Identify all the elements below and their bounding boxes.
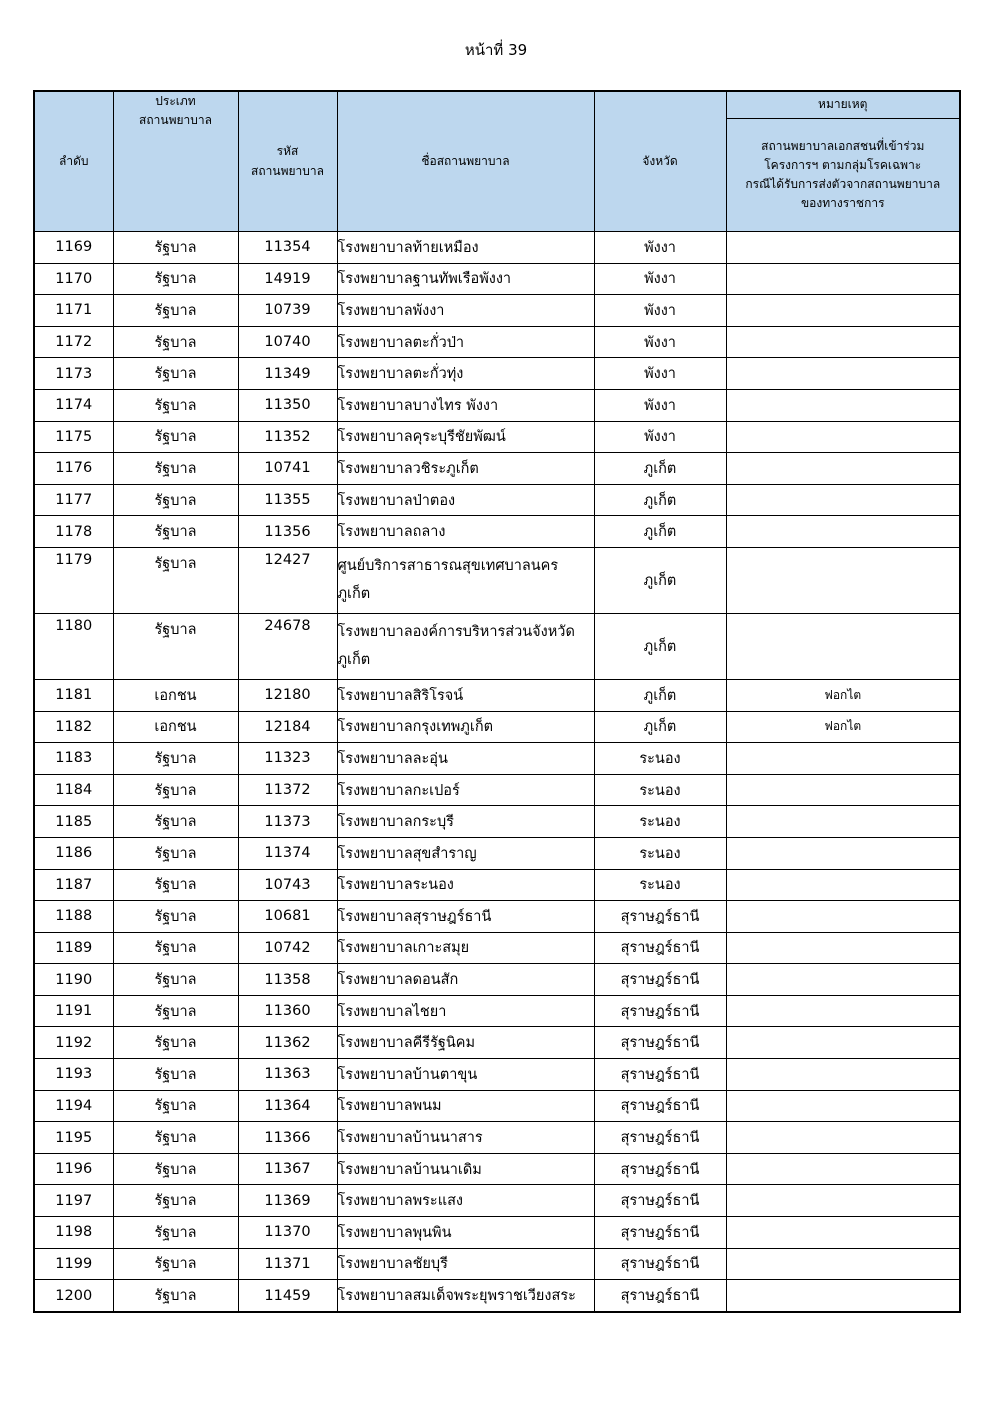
remark-desc-line1: สถานพยาบาลเอกสชนที่เข้าร่วม	[761, 138, 925, 153]
cell-code: 11363	[238, 1059, 337, 1091]
cell-remark	[726, 1059, 960, 1091]
cell-type: รัฐบาล	[113, 516, 238, 548]
cell-order: 1181	[34, 679, 113, 711]
hospital-name-line1: ศูนย์บริการสาธารณสุขเทศบาลนคร	[337, 557, 559, 574]
cell-type: รัฐบาล	[113, 453, 238, 485]
hospital-name-line1: โรงพยาบาลองค์การบริหารส่วนจังหวัด	[337, 623, 575, 640]
cell-order: 1192	[34, 1027, 113, 1059]
hospital-name-line1: โรงพยาบาลสุขสำราญ	[337, 845, 477, 862]
hospital-name-line1: โรงพยาบาลสุราษฎร์ธานี	[337, 908, 492, 925]
cell-remark	[726, 232, 960, 264]
cell-order: 1184	[34, 774, 113, 806]
cell-code: 11364	[238, 1090, 337, 1122]
cell-hospital-name	[337, 389, 594, 421]
cell-order: 1180	[34, 613, 113, 679]
cell-type: รัฐบาล	[113, 547, 238, 613]
hospital-name-line1: โรงพยาบาลเกาะสมุย	[337, 940, 470, 957]
cell-province: ระนอง	[594, 837, 726, 869]
header-name: ชื่อสถานพยาบาล	[337, 91, 594, 232]
cell-type: รัฐบาล	[113, 837, 238, 869]
cell-order: 1189	[34, 932, 113, 964]
cell-type: รัฐบาล	[113, 869, 238, 901]
cell-type: รัฐบาล	[113, 806, 238, 838]
cell-province: ภูเก็ต	[594, 516, 726, 548]
table-row	[34, 358, 960, 390]
header-type-line2: สถานพยาบาล	[139, 113, 212, 128]
hospital-name-line1: โรงพยาบาลท้ายเหมือง	[337, 239, 479, 256]
cell-order: 1191	[34, 995, 113, 1027]
cell-code: 11323	[238, 743, 337, 775]
cell-remark	[726, 964, 960, 996]
cell-hospital-name	[337, 806, 594, 838]
cell-type: รัฐบาล	[113, 484, 238, 516]
cell-province: สุราษฎร์ธานี	[594, 1059, 726, 1091]
cell-hospital-name	[337, 547, 594, 613]
cell-order: 1172	[34, 326, 113, 358]
cell-remark	[726, 869, 960, 901]
cell-province: ภูเก็ต	[594, 711, 726, 743]
cell-type: รัฐบาล	[113, 774, 238, 806]
cell-type: รัฐบาล	[113, 232, 238, 264]
cell-hospital-name	[337, 453, 594, 485]
cell-type: รัฐบาล	[113, 1122, 238, 1154]
cell-code: 10742	[238, 932, 337, 964]
cell-type: รัฐบาล	[113, 1027, 238, 1059]
cell-hospital-name	[337, 964, 594, 996]
cell-province: ระนอง	[594, 743, 726, 775]
hospital-name-line1: โรงพยาบาลพระแสง	[337, 1193, 463, 1210]
table-row	[34, 995, 960, 1027]
table-row	[34, 453, 960, 485]
cell-hospital-name	[337, 1059, 594, 1091]
cell-order: 1193	[34, 1059, 113, 1091]
cell-order: 1178	[34, 516, 113, 548]
cell-remark	[726, 389, 960, 421]
cell-hospital-name	[337, 1280, 594, 1312]
cell-code: 11354	[238, 232, 337, 264]
cell-hospital-name	[337, 1090, 594, 1122]
cell-remark	[726, 932, 960, 964]
cell-code: 10681	[238, 901, 337, 933]
remark-desc-line2: โครงการฯ ตามกลุ่มโรคเฉพาะ	[764, 157, 922, 172]
cell-code: 10741	[238, 453, 337, 485]
cell-order: 1198	[34, 1217, 113, 1249]
cell-type: รัฐบาล	[113, 1090, 238, 1122]
cell-remark	[726, 1280, 960, 1312]
cell-province: พังงา	[594, 295, 726, 327]
cell-order: 1174	[34, 389, 113, 421]
cell-remark	[726, 453, 960, 485]
cell-remark	[726, 358, 960, 390]
hospital-name-line1: โรงพยาบาลพังงา	[337, 302, 445, 319]
cell-province: สุราษฎร์ธานี	[594, 1248, 726, 1280]
hospital-name-line1: โรงพยาบาลบ้านนาเดิม	[337, 1161, 482, 1178]
header-remark: หมายเหตุ	[726, 91, 960, 119]
remark-desc-line3: กรณีได้รับการส่งตัวจากสถานพยาบาล	[745, 177, 941, 191]
cell-code: 11373	[238, 806, 337, 838]
table-row	[34, 232, 960, 264]
table-row	[34, 389, 960, 421]
cell-type: รัฐบาล	[113, 358, 238, 390]
cell-hospital-name	[337, 711, 594, 743]
hospital-name-line2: ภูเก็ต	[337, 651, 371, 668]
cell-hospital-name	[337, 326, 594, 358]
cell-province: พังงา	[594, 326, 726, 358]
table-row	[34, 837, 960, 869]
cell-order: 1173	[34, 358, 113, 390]
table-row	[34, 1059, 960, 1091]
table-row	[34, 679, 960, 711]
header-code-line1: รหัส	[276, 144, 299, 159]
cell-type: รัฐบาล	[113, 932, 238, 964]
cell-remark	[726, 774, 960, 806]
cell-hospital-name	[337, 679, 594, 711]
cell-remark	[726, 547, 960, 613]
table-row	[34, 743, 960, 775]
cell-remark	[726, 1090, 960, 1122]
cell-remark	[726, 995, 960, 1027]
hospital-name-line2: ภูเก็ต	[337, 585, 371, 602]
cell-order: 1199	[34, 1248, 113, 1280]
cell-code: 11367	[238, 1153, 337, 1185]
cell-hospital-name	[337, 516, 594, 548]
cell-hospital-name	[337, 1153, 594, 1185]
cell-type: รัฐบาล	[113, 1185, 238, 1217]
cell-province: พังงา	[594, 389, 726, 421]
cell-hospital-name	[337, 1217, 594, 1249]
cell-remark	[726, 326, 960, 358]
cell-code: 10740	[238, 326, 337, 358]
cell-type: รัฐบาล	[113, 901, 238, 933]
table-row	[34, 711, 960, 743]
cell-hospital-name	[337, 358, 594, 390]
table-row	[34, 1090, 960, 1122]
cell-order: 1175	[34, 421, 113, 453]
table-row	[34, 263, 960, 295]
header-remark-description	[726, 119, 960, 232]
cell-province: ระนอง	[594, 806, 726, 838]
cell-order: 1171	[34, 295, 113, 327]
cell-hospital-name	[337, 743, 594, 775]
cell-hospital-name	[337, 1122, 594, 1154]
cell-hospital-name	[337, 1248, 594, 1280]
cell-order: 1169	[34, 232, 113, 264]
cell-type: รัฐบาล	[113, 613, 238, 679]
cell-order: 1190	[34, 964, 113, 996]
hospital-name-line1: โรงพยาบาลสมเด็จพระยุพราชเวียงสระ	[337, 1288, 576, 1305]
cell-code: 12184	[238, 711, 337, 743]
header-type-line1: ประเภท	[155, 94, 196, 108]
cell-type: รัฐบาล	[113, 421, 238, 453]
table-row	[34, 774, 960, 806]
table-row	[34, 1217, 960, 1249]
cell-type: รัฐบาล	[113, 995, 238, 1027]
cell-order: 1188	[34, 901, 113, 933]
cell-hospital-name	[337, 295, 594, 327]
table-body	[34, 232, 960, 1312]
table-row	[34, 932, 960, 964]
cell-code: 11372	[238, 774, 337, 806]
cell-province: ภูเก็ต	[594, 484, 726, 516]
table-row	[34, 1280, 960, 1312]
cell-province: ระนอง	[594, 869, 726, 901]
table-row	[34, 547, 960, 613]
cell-code: 11374	[238, 837, 337, 869]
cell-province: สุราษฎร์ธานี	[594, 964, 726, 996]
cell-code: 11370	[238, 1217, 337, 1249]
cell-type: รัฐบาล	[113, 1153, 238, 1185]
cell-remark	[726, 1248, 960, 1280]
hospital-name-line1: โรงพยาบาลคีรีรัฐนิคม	[337, 1035, 476, 1052]
cell-order: 1194	[34, 1090, 113, 1122]
table-row	[34, 516, 960, 548]
cell-province: สุราษฎร์ธานี	[594, 901, 726, 933]
hospital-name-line1: โรงพยาบาลบ้านตาขุน	[337, 1066, 478, 1083]
cell-type: เอกชน	[113, 711, 238, 743]
hospital-name-line1: โรงพยาบาลกระบุรี	[337, 814, 454, 831]
cell-order: 1185	[34, 806, 113, 838]
cell-remark: ฟอกไต	[726, 711, 960, 743]
cell-hospital-name	[337, 613, 594, 679]
cell-province: ภูเก็ต	[594, 613, 726, 679]
cell-province: ระนอง	[594, 774, 726, 806]
cell-hospital-name	[337, 484, 594, 516]
cell-type: รัฐบาล	[113, 743, 238, 775]
cell-remark	[726, 1217, 960, 1249]
table-row	[34, 1185, 960, 1217]
cell-code: 11371	[238, 1248, 337, 1280]
hospital-name-line1: โรงพยาบาลถลาง	[337, 524, 446, 541]
cell-hospital-name	[337, 774, 594, 806]
remark-desc-line4: ของทางราชการ	[800, 196, 885, 211]
hospital-name-line1: โรงพยาบาลพุนพิน	[337, 1224, 452, 1241]
cell-order: 1200	[34, 1280, 113, 1312]
hospital-name-line1: โรงพยาบาลบ้านนาสาร	[337, 1130, 483, 1147]
cell-type: รัฐบาล	[113, 964, 238, 996]
cell-hospital-name	[337, 263, 594, 295]
cell-code: 11366	[238, 1122, 337, 1154]
table-row	[34, 295, 960, 327]
cell-order: 1176	[34, 453, 113, 485]
cell-province: สุราษฎร์ธานี	[594, 995, 726, 1027]
cell-type: รัฐบาล	[113, 1280, 238, 1312]
cell-province: สุราษฎร์ธานี	[594, 1122, 726, 1154]
cell-remark	[726, 806, 960, 838]
cell-remark	[726, 1153, 960, 1185]
cell-order: 1186	[34, 837, 113, 869]
cell-hospital-name	[337, 421, 594, 453]
cell-province: สุราษฎร์ธานี	[594, 1185, 726, 1217]
cell-province: สุราษฎร์ธานี	[594, 1217, 726, 1249]
hospital-name-line1: โรงพยาบาลละอุ่น	[337, 750, 448, 767]
cell-order: 1179	[34, 547, 113, 613]
table-row	[34, 869, 960, 901]
cell-hospital-name	[337, 837, 594, 869]
cell-province: สุราษฎร์ธานี	[594, 932, 726, 964]
table-row	[34, 326, 960, 358]
table-row	[34, 484, 960, 516]
hospital-name-line1: โรงพยาบาลวชิระภูเก็ต	[337, 460, 479, 477]
cell-hospital-name	[337, 1027, 594, 1059]
cell-order: 1170	[34, 263, 113, 295]
cell-province: สุราษฎร์ธานี	[594, 1153, 726, 1185]
table-row	[34, 421, 960, 453]
cell-hospital-name	[337, 869, 594, 901]
table-row	[34, 964, 960, 996]
table-row	[34, 1122, 960, 1154]
cell-type: รัฐบาล	[113, 263, 238, 295]
hospital-name-line1: โรงพยาบาลฐานทัพเรือพังงา	[337, 271, 512, 288]
cell-remark	[726, 516, 960, 548]
cell-type: รัฐบาล	[113, 389, 238, 421]
table-header	[34, 91, 960, 232]
cell-remark	[726, 295, 960, 327]
cell-remark	[726, 421, 960, 453]
cell-province: ภูเก็ต	[594, 547, 726, 613]
cell-type: รัฐบาล	[113, 1248, 238, 1280]
cell-province: พังงา	[594, 232, 726, 264]
cell-code: 11358	[238, 964, 337, 996]
table-row	[34, 1027, 960, 1059]
cell-order: 1187	[34, 869, 113, 901]
cell-hospital-name	[337, 932, 594, 964]
cell-type: รัฐบาล	[113, 1217, 238, 1249]
hospital-name-line1: โรงพยาบาลป่าตอง	[337, 492, 456, 509]
cell-remark	[726, 1027, 960, 1059]
hospital-name-line1: โรงพยาบาลบางไทร พังงา	[337, 397, 499, 414]
header-order: ลำดับ	[34, 91, 113, 232]
cell-order: 1182	[34, 711, 113, 743]
hospital-name-line1: โรงพยาบาลตะกั่วทุ่ง	[337, 366, 464, 383]
header-code	[238, 91, 337, 232]
cell-code: 11360	[238, 995, 337, 1027]
cell-code: 11356	[238, 516, 337, 548]
header-code-line2: สถานพยาบาล	[251, 163, 324, 178]
hospital-name-line1: โรงพยาบาลพนม	[337, 1098, 442, 1115]
hospital-name-line1: โรงพยาบาลคุระบุรีชัยพัฒน์	[337, 429, 506, 446]
cell-hospital-name	[337, 1185, 594, 1217]
cell-code: 11350	[238, 389, 337, 421]
hospital-name-line1: โรงพยาบาลระนอง	[337, 877, 454, 894]
header-type	[113, 91, 238, 232]
cell-province: ภูเก็ต	[594, 679, 726, 711]
hospital-name-line1: โรงพยาบาลชัยบุรี	[337, 1256, 448, 1273]
cell-code: 11369	[238, 1185, 337, 1217]
cell-code: 11459	[238, 1280, 337, 1312]
cell-order: 1195	[34, 1122, 113, 1154]
cell-province: ภูเก็ต	[594, 453, 726, 485]
cell-code: 11362	[238, 1027, 337, 1059]
cell-code: 10739	[238, 295, 337, 327]
cell-remark: ฟอกไต	[726, 679, 960, 711]
cell-remark	[726, 1122, 960, 1154]
hospital-name-line1: โรงพยาบาลกะเปอร์	[337, 782, 460, 799]
cell-remark	[726, 1185, 960, 1217]
table-row	[34, 613, 960, 679]
cell-code: 12180	[238, 679, 337, 711]
cell-remark	[726, 837, 960, 869]
cell-code: 11352	[238, 421, 337, 453]
hospital-name-line1: โรงพยาบาลสิริโรจน์	[337, 687, 464, 704]
table-row	[34, 1153, 960, 1185]
table-row	[34, 1248, 960, 1280]
cell-remark	[726, 484, 960, 516]
cell-province: พังงา	[594, 263, 726, 295]
cell-type: รัฐบาล	[113, 326, 238, 358]
cell-code: 12427	[238, 547, 337, 613]
hospital-name-line1: โรงพยาบาลกรุงเทพภูเก็ต	[337, 719, 494, 736]
cell-province: พังงา	[594, 358, 726, 390]
cell-province: สุราษฎร์ธานี	[594, 1027, 726, 1059]
cell-remark	[726, 263, 960, 295]
table-row	[34, 901, 960, 933]
hospital-name-line1: โรงพยาบาลดอนสัก	[337, 972, 459, 989]
cell-code: 11355	[238, 484, 337, 516]
cell-province: สุราษฎร์ธานี	[594, 1090, 726, 1122]
hospital-name-line1: โรงพยาบาลไชยา	[337, 1003, 447, 1020]
cell-hospital-name	[337, 901, 594, 933]
cell-type: รัฐบาล	[113, 295, 238, 327]
cell-remark	[726, 901, 960, 933]
cell-hospital-name	[337, 995, 594, 1027]
cell-order: 1196	[34, 1153, 113, 1185]
cell-order: 1183	[34, 743, 113, 775]
page-number: หน้าที่ 39	[464, 41, 528, 59]
cell-type: เอกชน	[113, 679, 238, 711]
hospital-table	[33, 90, 961, 1313]
cell-type: รัฐบาล	[113, 1059, 238, 1091]
cell-code: 11349	[238, 358, 337, 390]
cell-order: 1177	[34, 484, 113, 516]
cell-remark	[726, 743, 960, 775]
cell-code: 14919	[238, 263, 337, 295]
cell-remark	[726, 613, 960, 679]
cell-code: 10743	[238, 869, 337, 901]
cell-order: 1197	[34, 1185, 113, 1217]
table-row	[34, 806, 960, 838]
header-province: จังหวัด	[594, 91, 726, 232]
cell-code: 24678	[238, 613, 337, 679]
cell-hospital-name	[337, 232, 594, 264]
cell-province: พังงา	[594, 421, 726, 453]
hospital-name-line1: โรงพยาบาลตะกั่วป่า	[337, 334, 465, 351]
cell-province: สุราษฎร์ธานี	[594, 1280, 726, 1312]
